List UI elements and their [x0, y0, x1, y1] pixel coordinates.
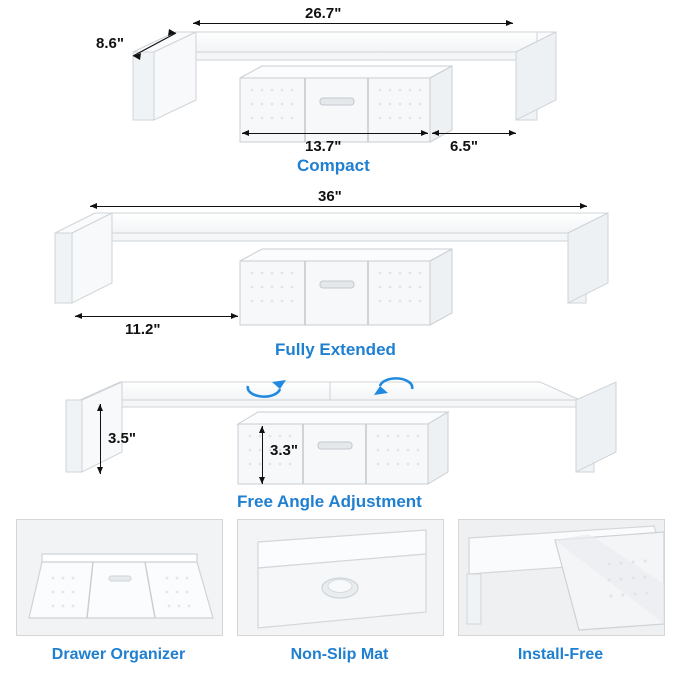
- section-free-angle-adjustment: [0, 360, 679, 515]
- caption-fully-extended: Fully Extended: [275, 340, 396, 359]
- caption-compact: Compact: [297, 156, 370, 175]
- section-compact: [0, 0, 679, 175]
- install-free-image: [459, 520, 664, 635]
- thumbnail-caption-install-free: Install-Free: [517, 646, 604, 663]
- drawer-organizer-image: [17, 520, 222, 635]
- extended-shelf-illustration: [0, 185, 679, 360]
- dim-arrow-11-2: [75, 316, 238, 317]
- dim-label-13-7: 13.7": [305, 138, 342, 155]
- thumbnail-install-free: [458, 519, 665, 636]
- dim-arrow-26-7: [193, 23, 513, 24]
- dim-label-8-6: 8.6": [96, 35, 124, 52]
- thumbnail-caption-non-slip-mat: Non-Slip Mat: [290, 646, 389, 663]
- caption-free-angle-adjustment: Free Angle Adjustment: [237, 492, 422, 511]
- dim-arrow-3-3: [262, 426, 263, 484]
- dim-label-3-3: 3.3": [270, 442, 298, 459]
- section-fully-extended: [0, 185, 679, 360]
- dim-label-36: 36": [318, 188, 342, 205]
- dim-label-6-5: 6.5": [450, 138, 478, 155]
- dim-arrow-3-5: [100, 404, 101, 474]
- dim-label-26-7: 26.7": [305, 5, 342, 22]
- dim-arrow-36: [90, 206, 587, 207]
- non-slip-mat-image: [238, 520, 443, 635]
- dim-arrow-6-5: [432, 133, 516, 134]
- thumbnail-non-slip-mat: [237, 519, 444, 636]
- dim-label-3-5: 3.5": [108, 430, 136, 447]
- dim-label-11-2: 11.2": [125, 321, 161, 338]
- thumbnail-drawer-organizer: [16, 519, 223, 636]
- dim-arrow-13-7: [242, 133, 428, 134]
- thumbnail-caption-drawer-organizer: Drawer Organizer: [51, 646, 186, 663]
